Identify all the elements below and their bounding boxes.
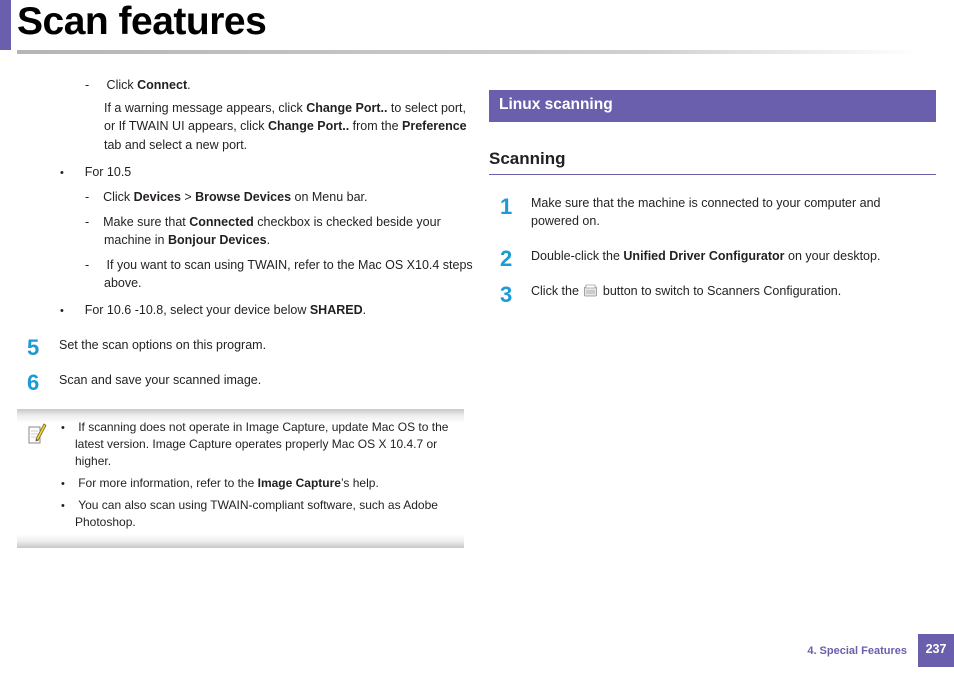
- bullet-item-10-5: • For 10.5: [60, 165, 132, 179]
- step-number-2: 2: [500, 246, 513, 271]
- dash-marker: -: [85, 215, 90, 229]
- bullet-marker: •: [61, 478, 65, 490]
- dash-marker: -: [85, 78, 90, 92]
- step-number-6: 6: [27, 370, 40, 395]
- step-3-text: Click the button to switch to Scanners Configuration.: [531, 284, 842, 298]
- dash-marker: -: [85, 258, 90, 272]
- dash-marker: -: [85, 190, 90, 204]
- dash-browse-devices: - Click Devices > Browse Devices on Menu bar.: [85, 190, 368, 204]
- step-6-text: Scan and save your scanned image.: [59, 373, 262, 387]
- bullet-marker: •: [60, 305, 64, 317]
- bullet-marker: •: [61, 422, 65, 434]
- note-item-1-line-2: latest version. Image Capture operates properly Mac OS X 10.4.7 or: [75, 437, 438, 451]
- page-title: Scan features: [17, 0, 267, 43]
- step-number-1: 1: [500, 194, 513, 219]
- sub-heading-rule: [489, 174, 936, 175]
- bullet-marker: •: [61, 500, 65, 512]
- warning-line-1: If a warning message appears, click Change Port.. to select port,: [104, 101, 466, 115]
- header-rule: [17, 50, 917, 54]
- bullet-marker: •: [60, 167, 64, 179]
- warning-line-3: tab and select a new port.: [104, 138, 248, 152]
- step-number-5: 5: [27, 335, 40, 360]
- step-2-text: Double-click the Unified Driver Configurator on your desktop.: [531, 249, 881, 263]
- dash-twain-line-2: above.: [104, 276, 142, 290]
- bullet-item-10-6: • For 10.6 -10.8, select your device below SHARED.: [60, 303, 367, 317]
- header-accent-bar: [0, 0, 11, 50]
- note-item-1-line-3: higher.: [75, 454, 112, 468]
- note-pencil-icon: [27, 421, 47, 445]
- sub-heading: Scanning: [489, 149, 566, 168]
- step-number-3: 3: [500, 282, 513, 307]
- note-item-3-line-1: • You can also scan using TWAIN-compliant software, such as Adobe: [61, 498, 438, 512]
- note-item-1-line-1: • If scanning does not operate in Image Capture, update Mac OS to the: [61, 420, 449, 434]
- note-item-3-line-2: Photoshop.: [75, 515, 136, 529]
- dash-connected-line-1: - Make sure that Connected checkbox is checked beside your: [85, 215, 441, 229]
- footer-chapter: 4. Special Features: [807, 645, 907, 657]
- warning-line-2: or If TWAIN UI appears, click Change Port.. from the Preference: [104, 119, 467, 133]
- step-1-line-1: Make sure that the machine is connected to your computer and: [531, 196, 881, 210]
- section-title: Linux scanning: [499, 96, 613, 113]
- step-5-text: Set the scan options on this program.: [59, 338, 267, 352]
- step-1-line-2: powered on.: [531, 214, 600, 228]
- page-number: 237: [918, 634, 954, 667]
- note-item-2: • For more information, refer to the Image Capture’s help.: [61, 476, 379, 490]
- dash-connected-line-2: machine in Bonjour Devices.: [104, 233, 271, 247]
- dash-click-connect: - Click Connect.: [85, 78, 191, 92]
- dash-twain-line-1: - If you want to scan using TWAIN, refer to the Mac OS X10.4 steps: [85, 258, 473, 272]
- scanner-config-icon: [584, 284, 597, 297]
